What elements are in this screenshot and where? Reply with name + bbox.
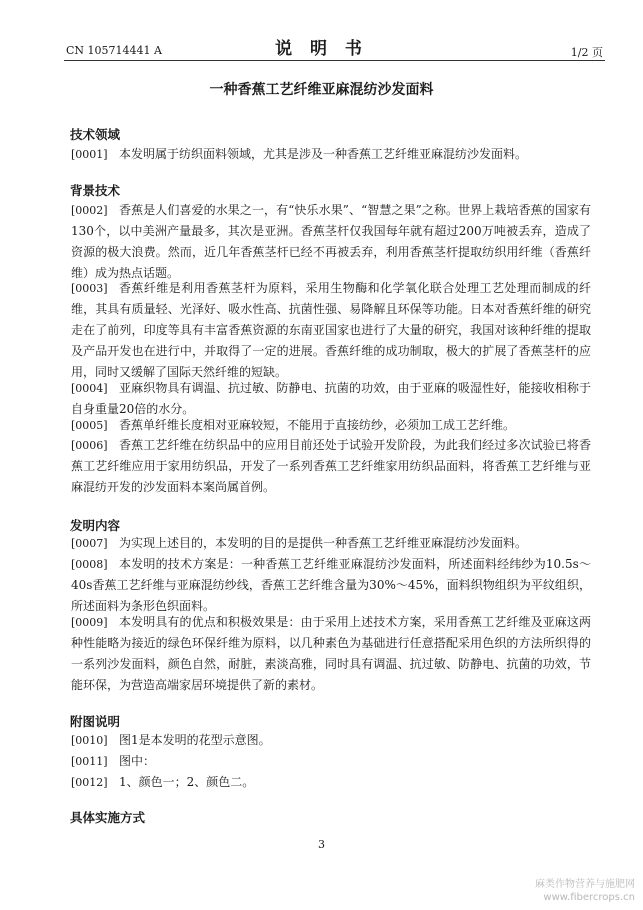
paragraph-text: 香蕉是人们喜爱的水果之一，有“快乐水果”、“智慧之果”之称。世界上栽培香蕉的国家有130个，以中美洲产量最多，其次是亚洲。香蕉茎杆仅我国每年就有超过200万吨被丢弃，造成了资源的极大浪费。然而，近几年香蕉茎杆已经不再被丢弃，利用香蕉茎杆提取纺织用纤维（香蕉纤维）成为热点话题。 <box>71 203 591 280</box>
paragraph-number: [0002] <box>71 204 108 217</box>
paragraph-number: [0004] <box>71 382 108 395</box>
paragraph-number: [0005] <box>71 419 108 432</box>
paragraph-number: [0003] <box>71 282 108 295</box>
paragraph-text: 为实现上述目的，本发明的目的是提供一种香蕉工艺纤维亚麻混纺沙发面料。 <box>119 536 528 550</box>
paragraph-text: 图1是本发明的花型示意图。 <box>119 733 271 747</box>
section-content: 发明内容 <box>70 518 121 533</box>
paragraph-text: 香蕉单纤维长度相对亚麻较短，不能用于直接纺纱，必须加工成工艺纤维。 <box>119 418 516 432</box>
document-title: 一种香蕉工艺纤维亚麻混纺沙发面料 <box>209 82 434 98</box>
section-background: 背景技术 <box>70 183 121 198</box>
paragraph-text: 本发明的技术方案是：一种香蕉工艺纤维亚麻混纺沙发面料，所述面料经纬纱为10.5s～40s香蕉工艺纤维与亚麻混纺纱线，香蕉工艺纤维含量为30%～45%，面料织物组织为平纹组织，所述面料为条形色织面料。 <box>71 557 591 613</box>
header-divider <box>64 60 605 61</box>
paragraph-0010 <box>71 730 591 751</box>
paragraph-text: 本发明具有的优点和积极效果是：由于采用上述技术方案，采用香蕉工艺纤维及亚麻这两种性能略为接近的绿色环保纤维为原料，以几种素色为基础进行任意搭配采用色织的方法所织得的一系列沙发面料，颜色自然，耐脏，素淡高雅，同时具有调温、抗过敏、防静电、抗菌的功效，节能环保，为营造高端家居环境提供了新的素材。 <box>71 615 591 692</box>
paragraph-0011 <box>71 751 591 772</box>
paragraph-0009 <box>71 612 591 696</box>
paragraph-number: [0011] <box>71 755 108 768</box>
watermark-line: 麻类作物营养与施肥网 <box>535 879 635 890</box>
watermark-url: www.fibercrops.cn <box>543 892 635 903</box>
paragraph-number: [0006] <box>71 439 108 452</box>
paragraph-text: 香蕉工艺纤维在纺织品中的应用目前还处于试验开发阶段，为此我们经过多次试验已将香蕉工艺纤维应用于家用纺织品，开发了一系列香蕉工艺纤维家用纺织品面料，将香蕉工艺纤维与亚麻混纺开发的沙发面料本案尚属首例。 <box>71 438 591 494</box>
paragraph-number: [0012] <box>71 776 108 789</box>
paragraph-0006 <box>71 435 591 498</box>
paragraph-number: [0010] <box>71 734 108 747</box>
paragraph-number: [0007] <box>71 537 108 550</box>
paragraph-number: [0008] <box>71 558 108 571</box>
section-figures: 附图说明 <box>70 714 121 729</box>
paragraph-0007 <box>71 533 591 554</box>
paragraph-number: [0009] <box>71 616 108 629</box>
paragraph-0002 <box>71 200 591 284</box>
document-number: CN 105714441 A <box>66 44 162 57</box>
paragraph-0005 <box>71 415 591 436</box>
paragraph-text: 1、颜色一；2、颜色二。 <box>119 775 255 789</box>
paragraph-0008 <box>71 554 591 617</box>
paragraph-text: 图中： <box>119 754 156 768</box>
paragraph-text: 香蕉纤维是利用香蕉茎杆为原料，采用生物酶和化学氧化联合处理工艺处理而制成的纤维，其具有质量轻、光泽好、吸水性高、抗菌性强、易降解且环保等功能。日本对香蕉纤维的研究走在了前列，印度等具有丰富香蕉资源的东南亚国家也进行了大量的研究，我国对该种纤维的提取及产品开发也在进行中，并取得了一定的进展。香蕉纤维的成功制取，极大的扩展了香蕉茎杆的应用，同时又缓解了国际天然纤维的短缺。 <box>71 281 591 379</box>
section-tech-field: 技术领域 <box>70 127 121 142</box>
paragraph-0004 <box>71 378 591 420</box>
page-number: 3 <box>318 838 325 851</box>
paragraph-0012 <box>71 772 591 793</box>
header-heading: 说 明 书 <box>275 39 368 59</box>
watermark <box>535 878 635 904</box>
paragraph-0003 <box>71 278 591 383</box>
page-indicator: 1/2 页 <box>570 46 603 59</box>
section-embodiment: 具体实施方式 <box>70 810 146 825</box>
paragraph-text: 亚麻织物具有调温、抗过敏、防静电、抗菌的功效，由于亚麻的吸湿性好，能接收相称于自身重量20倍的水分。 <box>71 381 591 416</box>
paragraph-text: 本发明属于纺织面料领域，尤其是涉及一种香蕉工艺纤维亚麻混纺沙发面料。 <box>119 147 528 161</box>
paragraph-0001 <box>71 144 591 165</box>
paragraph-number: [0001] <box>71 148 108 161</box>
